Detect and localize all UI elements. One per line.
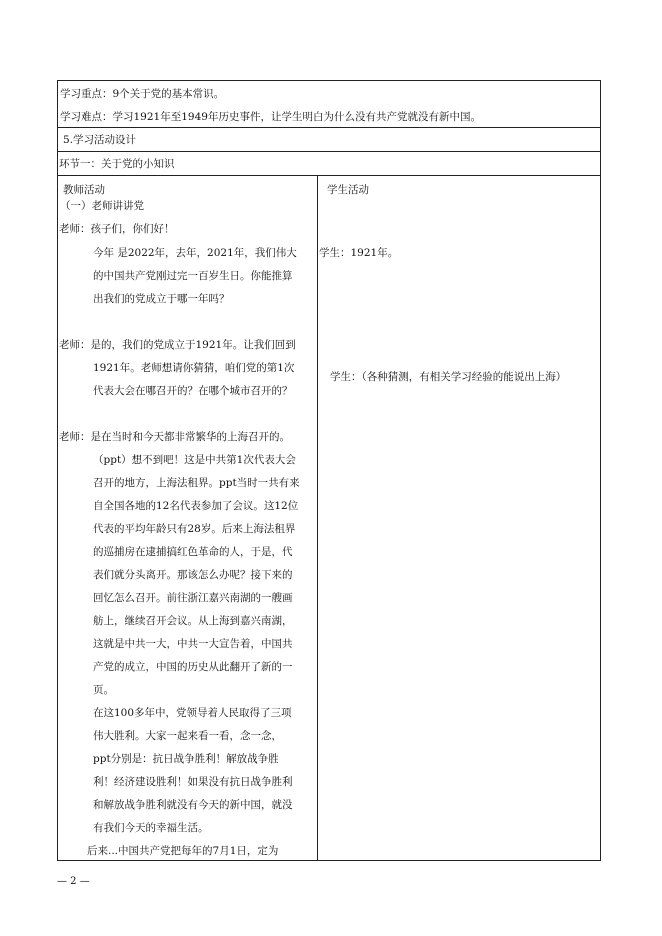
teacher-line: 在这100多年中，党领导着人民取得了三项: [93, 707, 292, 719]
row-divider: [57, 151, 601, 152]
teacher-line: 有我们今天的幸福生活。: [93, 822, 209, 834]
learning-focus: 学习重点：9个关于党的基本常识。: [60, 88, 225, 100]
activity-design-title: 5.学习活动设计: [63, 134, 137, 146]
teacher-line: 伟大胜利。大家一起来看一看，念一念，: [93, 730, 282, 742]
teacher-line: 今年 是2022年，去年，2021年，我们伟大: [93, 247, 297, 259]
teacher-line: 老师：孩子们，你们好！: [59, 223, 175, 235]
student-answer: 学生：1921年。: [319, 247, 399, 259]
row-divider: [57, 175, 601, 176]
teacher-line: 的中国共产党刚过完一百岁生日。你能推算: [93, 270, 293, 282]
student-answer: 学生：（各种猜测，有相关学习经验的能说出上海）: [330, 371, 567, 383]
teacher-line: 召开的地方，上海法租界。ppt当时一共有来: [93, 477, 300, 489]
teacher-line: 出我们的党成立于哪一年吗？: [93, 293, 230, 305]
teacher-line: 利！经济建设胜利！如果没有抗日战争胜利: [93, 776, 293, 788]
teacher-line: 老师：是在当时和今天都非常繁华的上海召开的。: [59, 431, 290, 443]
teacher-activity-subheading: （一）老师讲讲党: [60, 200, 144, 212]
row-divider: [57, 127, 601, 128]
teacher-line: 这就是中共一大，中共一大宣告着，中国共: [93, 638, 293, 650]
student-activity-heading: 学生活动: [327, 184, 369, 196]
teacher-line: （ppt）想不到吧！这是中共第1次代表大会: [93, 454, 296, 466]
teacher-line: 自全国各地的12名代表参加了会议。这12位: [93, 500, 299, 512]
column-divider: [317, 175, 318, 861]
teacher-line: ppt分别是：抗日战争胜利！解放战争胜: [93, 753, 279, 765]
teacher-line: 页。: [93, 684, 114, 696]
teacher-line: 代表的平均年龄只有28岁。后来上海法租界: [93, 523, 296, 535]
lesson-table: [57, 80, 601, 861]
teacher-line: 回忆怎么召开。前往浙江嘉兴南湖的一艘画: [93, 592, 293, 604]
teacher-line: 产党的成立，中国的历史从此翻开了新的一: [93, 661, 293, 673]
teacher-line: 表们就分头离开。那该怎么办呢？接下来的: [93, 569, 293, 581]
teacher-line: 后来...中国共产党把每年的7月1日，定为: [87, 845, 279, 857]
teacher-line: 代表大会在哪召开的？在哪个城市召开的？: [93, 385, 293, 397]
teacher-line: 老师：是的，我们的党成立于1921年。让我们回到: [59, 339, 296, 351]
teacher-line: 和解放战争胜利就没有今天的新中国，就没: [93, 799, 293, 811]
teacher-activity-heading: 教师活动: [63, 184, 105, 196]
teacher-line: 的巡捕房在逮捕搞红色革命的人，于是，代: [93, 546, 293, 558]
page-number: — 2 —: [57, 876, 90, 887]
teacher-line: 舫上，继续召开会议。从上海到嘉兴南湖，: [93, 615, 293, 627]
learning-difficulty: 学习难点：学习1921年至1949年历史事件，让学生明白为什么没有共产党就没有新中国。: [60, 111, 481, 123]
teacher-line: 1921年。老师想请你猜猜，咱们党的第1次: [93, 362, 295, 374]
stage-title: 环节一：关于党的小知识: [59, 158, 175, 170]
